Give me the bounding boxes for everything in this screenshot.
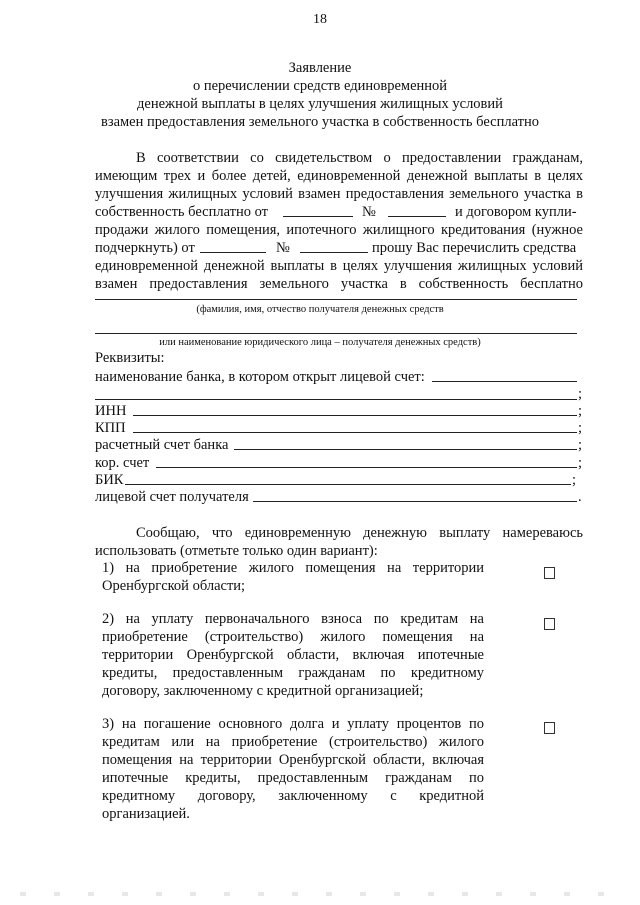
inform-line-2: использовать (отметьте только один вариант): xyxy=(95,543,378,559)
option-3-line-6: организацией. xyxy=(102,806,190,822)
number-blank-1[interactable] xyxy=(388,216,446,217)
body-line-6a: подчеркнуть) от xyxy=(95,240,195,256)
settlement-account-field[interactable] xyxy=(234,449,577,450)
body-line-6c: прошу Вас перечислить средства xyxy=(372,240,577,256)
number-blank-2[interactable] xyxy=(300,252,368,253)
inform-line-1: Сообщаю, что единовременную денежную выплату намереваюсь xyxy=(136,525,583,541)
recipient-name-line[interactable] xyxy=(95,299,577,300)
semicolon: ; xyxy=(578,420,583,436)
option-2-checkbox[interactable] xyxy=(544,618,555,630)
recipient-legal-line[interactable] xyxy=(95,333,577,334)
option-3-line-3: помещения на территории Оренбургской области, включая xyxy=(102,752,484,768)
option-3-line-5: кредитному договору, заключенному с кредитной xyxy=(102,788,484,804)
scan-bleed-through xyxy=(20,892,620,896)
corr-account-label: кор. счет xyxy=(95,455,150,471)
bank-name-field[interactable] xyxy=(432,381,577,382)
option-3-checkbox[interactable] xyxy=(544,722,555,734)
option-3-line-1: 3) на погашение основного долга и уплату процентов по xyxy=(102,716,484,732)
body-line-8: взамен предоставления земельного участка в собственность бесплатно xyxy=(95,276,583,292)
option-2-line-1: 2) на уплату первоначального взноса по кредитам на xyxy=(102,611,484,627)
date-blank-1[interactable] xyxy=(283,216,353,217)
body-line-1: В соответствии со свидетельством о предоставлении гражданам, xyxy=(136,150,583,166)
personal-account-field[interactable] xyxy=(253,501,577,502)
body-line-7: единовременной денежной выплаты в целях улучшения жилищных условий xyxy=(95,258,583,274)
settlement-account-label: расчетный счет банка xyxy=(95,437,229,453)
title-line-3: денежной выплаты в целях улучшения жилищных условий xyxy=(137,96,503,112)
recipient-caption-2: или наименование юридического лица – получателя денежных средств) xyxy=(159,337,481,348)
kpp-field[interactable] xyxy=(133,432,577,433)
option-1-checkbox[interactable] xyxy=(544,567,555,579)
personal-account-label: лицевой счет получателя xyxy=(95,489,249,505)
option-3-line-2: кредитам или на приобретение (строительство) жилого xyxy=(102,734,484,750)
recipient-caption-1: (фамилия, имя, отчество получателя денежных средств xyxy=(196,304,444,315)
body-line-2: имеющим трех и более детей, единовременной денежной выплаты в целях xyxy=(95,168,583,184)
semicolon: ; xyxy=(578,386,583,402)
body-line-4c: и договором купли- xyxy=(455,204,577,220)
option-2-line-4: кредиты, предоставленным гражданам по кредитному xyxy=(102,665,484,681)
option-2-line-2: приобретение (строительство) жилого помещения на xyxy=(102,629,484,645)
bik-field[interactable] xyxy=(125,484,571,485)
option-3-line-4: ипотечные кредиты, предоставленным гражданам по xyxy=(102,770,484,786)
title-line-4: взамен предоставления земельного участка в собственность бесплатно xyxy=(101,114,539,130)
body-line-5: продажи жилого помещения, ипотечного жилищного кредитования (нужное xyxy=(95,222,583,238)
body-line-6b: № xyxy=(276,240,290,256)
body-line-4a: собственность бесплатно от xyxy=(95,204,269,220)
body-line-3: улучшения жилищных условий взамен предоставления земельного участка в xyxy=(95,186,583,202)
option-2-line-3: территории Оренбургской области, включая ипотечные xyxy=(102,647,484,663)
semicolon: ; xyxy=(578,437,583,453)
inn-label: ИНН xyxy=(95,403,127,419)
option-2-line-5: договору, заключенному с кредитной организацией; xyxy=(102,683,424,699)
semicolon: ; xyxy=(572,472,577,488)
semicolon: ; xyxy=(578,455,583,471)
corr-account-field[interactable] xyxy=(156,467,577,468)
bank-name-field-2[interactable] xyxy=(95,399,577,400)
title-line-1: Заявление xyxy=(288,60,352,76)
bik-label: БИК xyxy=(95,472,124,488)
kpp-label: КПП xyxy=(95,420,126,436)
option-1-line-2: Оренбургской области; xyxy=(102,578,246,594)
page-number: 18 xyxy=(313,12,327,27)
bank-name-label: наименование банка, в котором открыт лицевой счет: xyxy=(95,369,425,385)
period: . xyxy=(578,489,582,505)
requisites-heading: Реквизиты: xyxy=(95,350,165,366)
body-line-4b: № xyxy=(362,204,376,220)
semicolon: ; xyxy=(578,403,583,419)
inn-field[interactable] xyxy=(133,415,577,416)
option-1-line-1: 1) на приобретение жилого помещения на территории xyxy=(102,560,484,576)
date-blank-2[interactable] xyxy=(200,252,266,253)
title-line-2: о перечислении средств единовременной xyxy=(192,78,448,94)
